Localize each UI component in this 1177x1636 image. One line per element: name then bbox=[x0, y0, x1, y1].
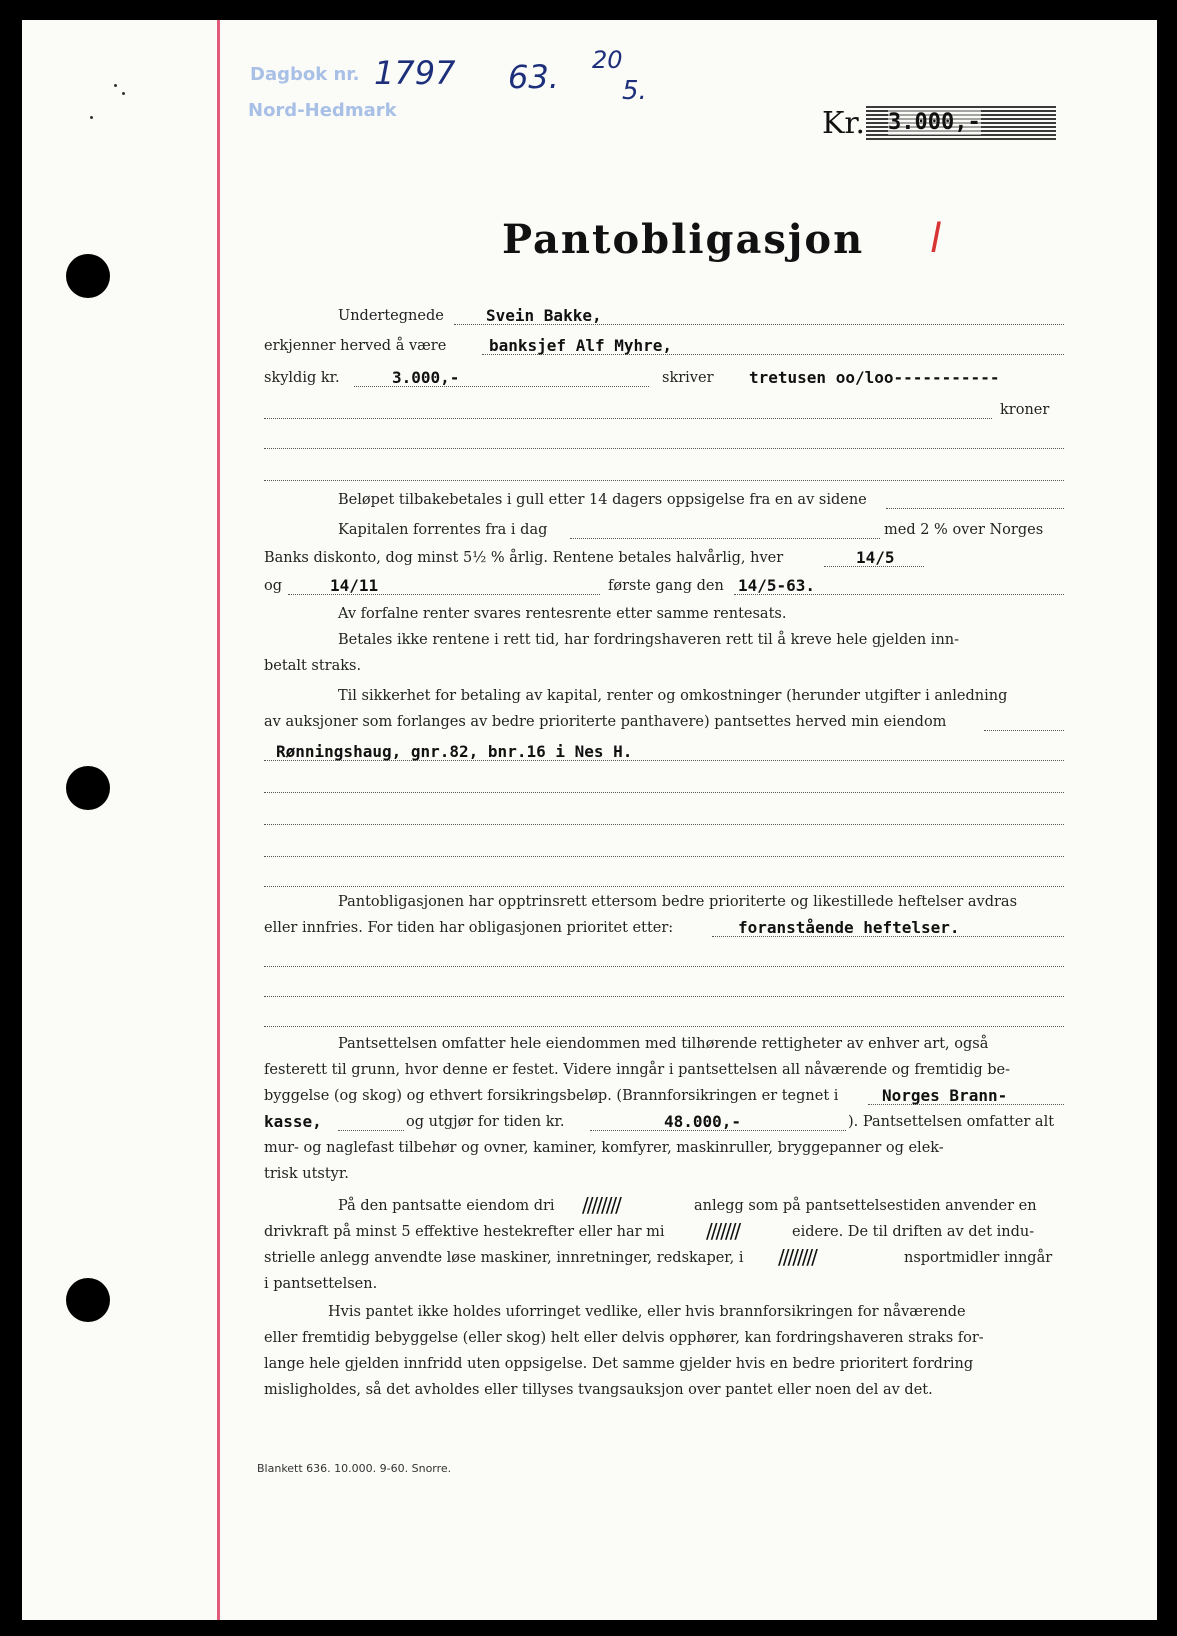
value-property: Rønningshaug, gnr.82, bnr.16 i Nes H. bbox=[276, 742, 633, 761]
text-line: festerett til grunn, hvor denne er festet. Videre inngår i pantsettelsen all nåværende og fremtidig be- bbox=[264, 1062, 1010, 1078]
text-line: av auksjoner som forlanges av bedre prioriterte panthavere) pantsettes herved min eiendom bbox=[264, 714, 947, 730]
text-line: byggelse (og skog) og ethvert forsikringsbeløp. (Brannforsikringen er tegnet i bbox=[264, 1088, 839, 1104]
dotted-line bbox=[264, 966, 1064, 967]
paragraph-line bbox=[264, 598, 1064, 626]
blank-line bbox=[264, 1002, 1064, 1030]
value-insurer: Norges Brann- bbox=[882, 1086, 1008, 1105]
paragraph-line bbox=[264, 1242, 1064, 1270]
text-line: mur- og naglefast tilbehør og ovner, kaminer, komfyrer, maskinruller, bryggepanner og elek- bbox=[264, 1140, 944, 1156]
label-erkjenner: erkjenner herved å være bbox=[264, 338, 447, 354]
label-undertegnede: Undertegnede bbox=[338, 308, 444, 324]
red-check-mark: l bbox=[930, 216, 942, 262]
paragraph-line bbox=[264, 706, 1064, 734]
punch-hole bbox=[66, 766, 110, 810]
speck bbox=[90, 116, 93, 119]
field-property bbox=[264, 736, 1064, 764]
text-line: eidere. De til driften av det indu- bbox=[792, 1224, 1035, 1240]
amount-box bbox=[866, 106, 1056, 140]
text-line: eller fremtidig bebyggelse (eller skog) helt eller delvis opphører, kan fordringshaveren straks for- bbox=[264, 1330, 984, 1346]
text-line: med 2 % over Norges bbox=[884, 522, 1044, 538]
dotted-line bbox=[264, 480, 1064, 481]
speck bbox=[122, 92, 125, 95]
amount-label: Kr. bbox=[822, 106, 865, 141]
paragraph-line bbox=[264, 1374, 1064, 1402]
dotted-line bbox=[264, 996, 1064, 997]
label-skyldig: skyldig kr. bbox=[264, 370, 340, 386]
dotted-line bbox=[886, 508, 1064, 509]
handwritten-year: 63. bbox=[508, 58, 559, 96]
text-line: misligholdes, så det avholdes eller tillyses tvangsauksjon over pantet eller noen del av det. bbox=[264, 1382, 933, 1398]
paragraph-line bbox=[264, 1190, 1064, 1218]
text-line: anlegg som på pantsettelsestiden anvender en bbox=[694, 1198, 1037, 1214]
blank-line bbox=[264, 942, 1064, 970]
text-line: Banks diskonto, dog minst 5½ % årlig. Rentene betales halvårlig, hver bbox=[264, 550, 784, 566]
text-line: og bbox=[264, 578, 283, 594]
text-line: Pantsettelsen omfatter hele eiendommen med tilhørende rettigheter av enhver art, også bbox=[338, 1036, 989, 1052]
text-line: Beløpet tilbakebetales i gull etter 14 dagers oppsigelse fra en av sidene bbox=[338, 492, 867, 508]
text-line: Betales ikke rentene i rett tid, har fordringshaveren rett til å kreve hele gjelden inn- bbox=[338, 632, 960, 648]
paragraph-line bbox=[264, 570, 1064, 598]
paragraph-line bbox=[264, 680, 1064, 708]
margin-line bbox=[217, 20, 220, 1620]
text-line: lange hele gjelden innfridd uten oppsigelse. Det samme gjelder hvis en bedre prioritert fordring bbox=[264, 1356, 974, 1372]
text-line: og utgjør for tiden kr. bbox=[406, 1114, 565, 1130]
paragraph-line bbox=[264, 1216, 1064, 1244]
stamp-line-1: Dagbok nr. bbox=[250, 64, 360, 85]
blank-line bbox=[264, 800, 1064, 828]
speck bbox=[114, 84, 117, 87]
document-title: Pantobligasjon bbox=[502, 216, 865, 263]
value-insurer-cont: kasse, bbox=[264, 1112, 322, 1131]
paragraph-line bbox=[264, 650, 1064, 678]
text-line: trisk utstyr. bbox=[264, 1166, 349, 1182]
field-erkjenner bbox=[264, 330, 1064, 358]
paragraph-line bbox=[264, 514, 1064, 542]
handwritten-number: 1797 bbox=[374, 54, 456, 92]
paragraph-line bbox=[264, 1054, 1064, 1082]
dotted-line bbox=[264, 1026, 1064, 1027]
punch-hole bbox=[66, 1278, 110, 1322]
paragraph-line bbox=[264, 1080, 1064, 1108]
text-line: Av forfalne renter svares rentesrente etter samme rentesats. bbox=[338, 606, 787, 622]
amount-value: 3.000,- bbox=[888, 110, 981, 135]
text-line: ). Pantsettelsen omfatter alt bbox=[848, 1114, 1055, 1130]
paragraph-line bbox=[264, 1322, 1064, 1350]
text-line: strielle anlegg anvendte løse maskiner, innretninger, redskaper, i bbox=[264, 1250, 744, 1266]
value-first-date: 14/5-63. bbox=[738, 576, 816, 595]
dotted-line bbox=[338, 1130, 404, 1131]
text-line: Pantobligasjonen har opptrinsrett ettersom bedre prioriterte og likestillede heftelser avdras bbox=[338, 894, 1018, 910]
paragraph-line bbox=[264, 484, 1064, 512]
paragraph-line bbox=[264, 1106, 1064, 1134]
blank-line bbox=[264, 768, 1064, 796]
paragraph-line bbox=[264, 624, 1064, 652]
label-skriver: skriver bbox=[662, 370, 714, 386]
text-line: første gang den bbox=[608, 578, 724, 594]
text-line: drivkraft på minst 5 effektive hestekrefter eller har mi bbox=[264, 1224, 665, 1240]
form-footer: Blankett 636. 10.000. 9-60. Snorre. bbox=[257, 1462, 452, 1475]
dotted-line bbox=[264, 418, 992, 419]
paragraph-line bbox=[264, 912, 1064, 940]
paragraph-line bbox=[264, 1348, 1064, 1376]
value-erkjenner: banksjef Alf Myhre, bbox=[489, 336, 673, 355]
field-kroner bbox=[264, 394, 1064, 422]
stamp-line-2: Nord-Hedmark bbox=[248, 100, 397, 121]
label-kroner: kroner bbox=[1000, 402, 1050, 418]
paragraph-line bbox=[264, 886, 1064, 914]
text-line: eller innfries. For tiden har obligasjonen prioritet etter: bbox=[264, 920, 674, 936]
handwritten-month: 5. bbox=[622, 76, 647, 106]
dotted-line bbox=[570, 538, 880, 539]
dotted-line bbox=[264, 856, 1064, 857]
handwritten-day: 20 bbox=[592, 46, 623, 74]
text-line: Hvis pantet ikke holdes uforringet vedlike, eller hvis brannforsikringen for nåværende bbox=[328, 1304, 966, 1320]
text-line: Til sikkerhet for betaling av kapital, renter og omkostninger (herunder utgifter i anledning bbox=[338, 688, 1008, 704]
document-page bbox=[22, 20, 1157, 1620]
paragraph-line bbox=[264, 1158, 1064, 1186]
dotted-line bbox=[264, 448, 1064, 449]
dotted-line bbox=[264, 792, 1064, 793]
handwritten-strikethrough: //////// bbox=[582, 1193, 620, 1217]
field-skyldig bbox=[264, 362, 1064, 390]
dotted-line bbox=[264, 824, 1064, 825]
field-undertegnede bbox=[264, 300, 1064, 328]
paragraph-line bbox=[264, 1132, 1064, 1160]
text-line: i pantsettelsen. bbox=[264, 1276, 378, 1292]
value-priority: foranstående heftelser. bbox=[738, 918, 960, 937]
paragraph-line bbox=[264, 1296, 1064, 1324]
text-line: betalt straks. bbox=[264, 658, 362, 674]
text-line: Kapitalen forrentes fra i dag bbox=[338, 522, 548, 538]
dotted-line bbox=[984, 730, 1064, 731]
text-line: På den pantsatte eiendom dri bbox=[338, 1198, 555, 1214]
value-interest-date-1: 14/5 bbox=[856, 548, 895, 567]
handwritten-strikethrough: //////// bbox=[778, 1245, 816, 1269]
paragraph-line bbox=[264, 542, 1064, 570]
blank-line bbox=[264, 456, 1064, 484]
value-insured-amount: 48.000,- bbox=[664, 1112, 742, 1131]
value-undertegnede: Svein Bakke, bbox=[486, 306, 602, 325]
handwritten-strikethrough: /////// bbox=[706, 1219, 740, 1243]
blank-line bbox=[264, 832, 1064, 860]
blank-line bbox=[264, 972, 1064, 1000]
value-skyldig: 3.000,- bbox=[392, 368, 460, 387]
value-skriver: tretusen oo/loo----------- bbox=[749, 368, 1000, 387]
paragraph-line bbox=[264, 1268, 1064, 1296]
value-interest-date-2: 14/11 bbox=[330, 576, 379, 595]
blank-line bbox=[264, 424, 1064, 452]
paragraph-line bbox=[264, 1028, 1064, 1056]
text-line: nsportmidler inngår bbox=[904, 1250, 1053, 1266]
punch-hole bbox=[66, 254, 110, 298]
